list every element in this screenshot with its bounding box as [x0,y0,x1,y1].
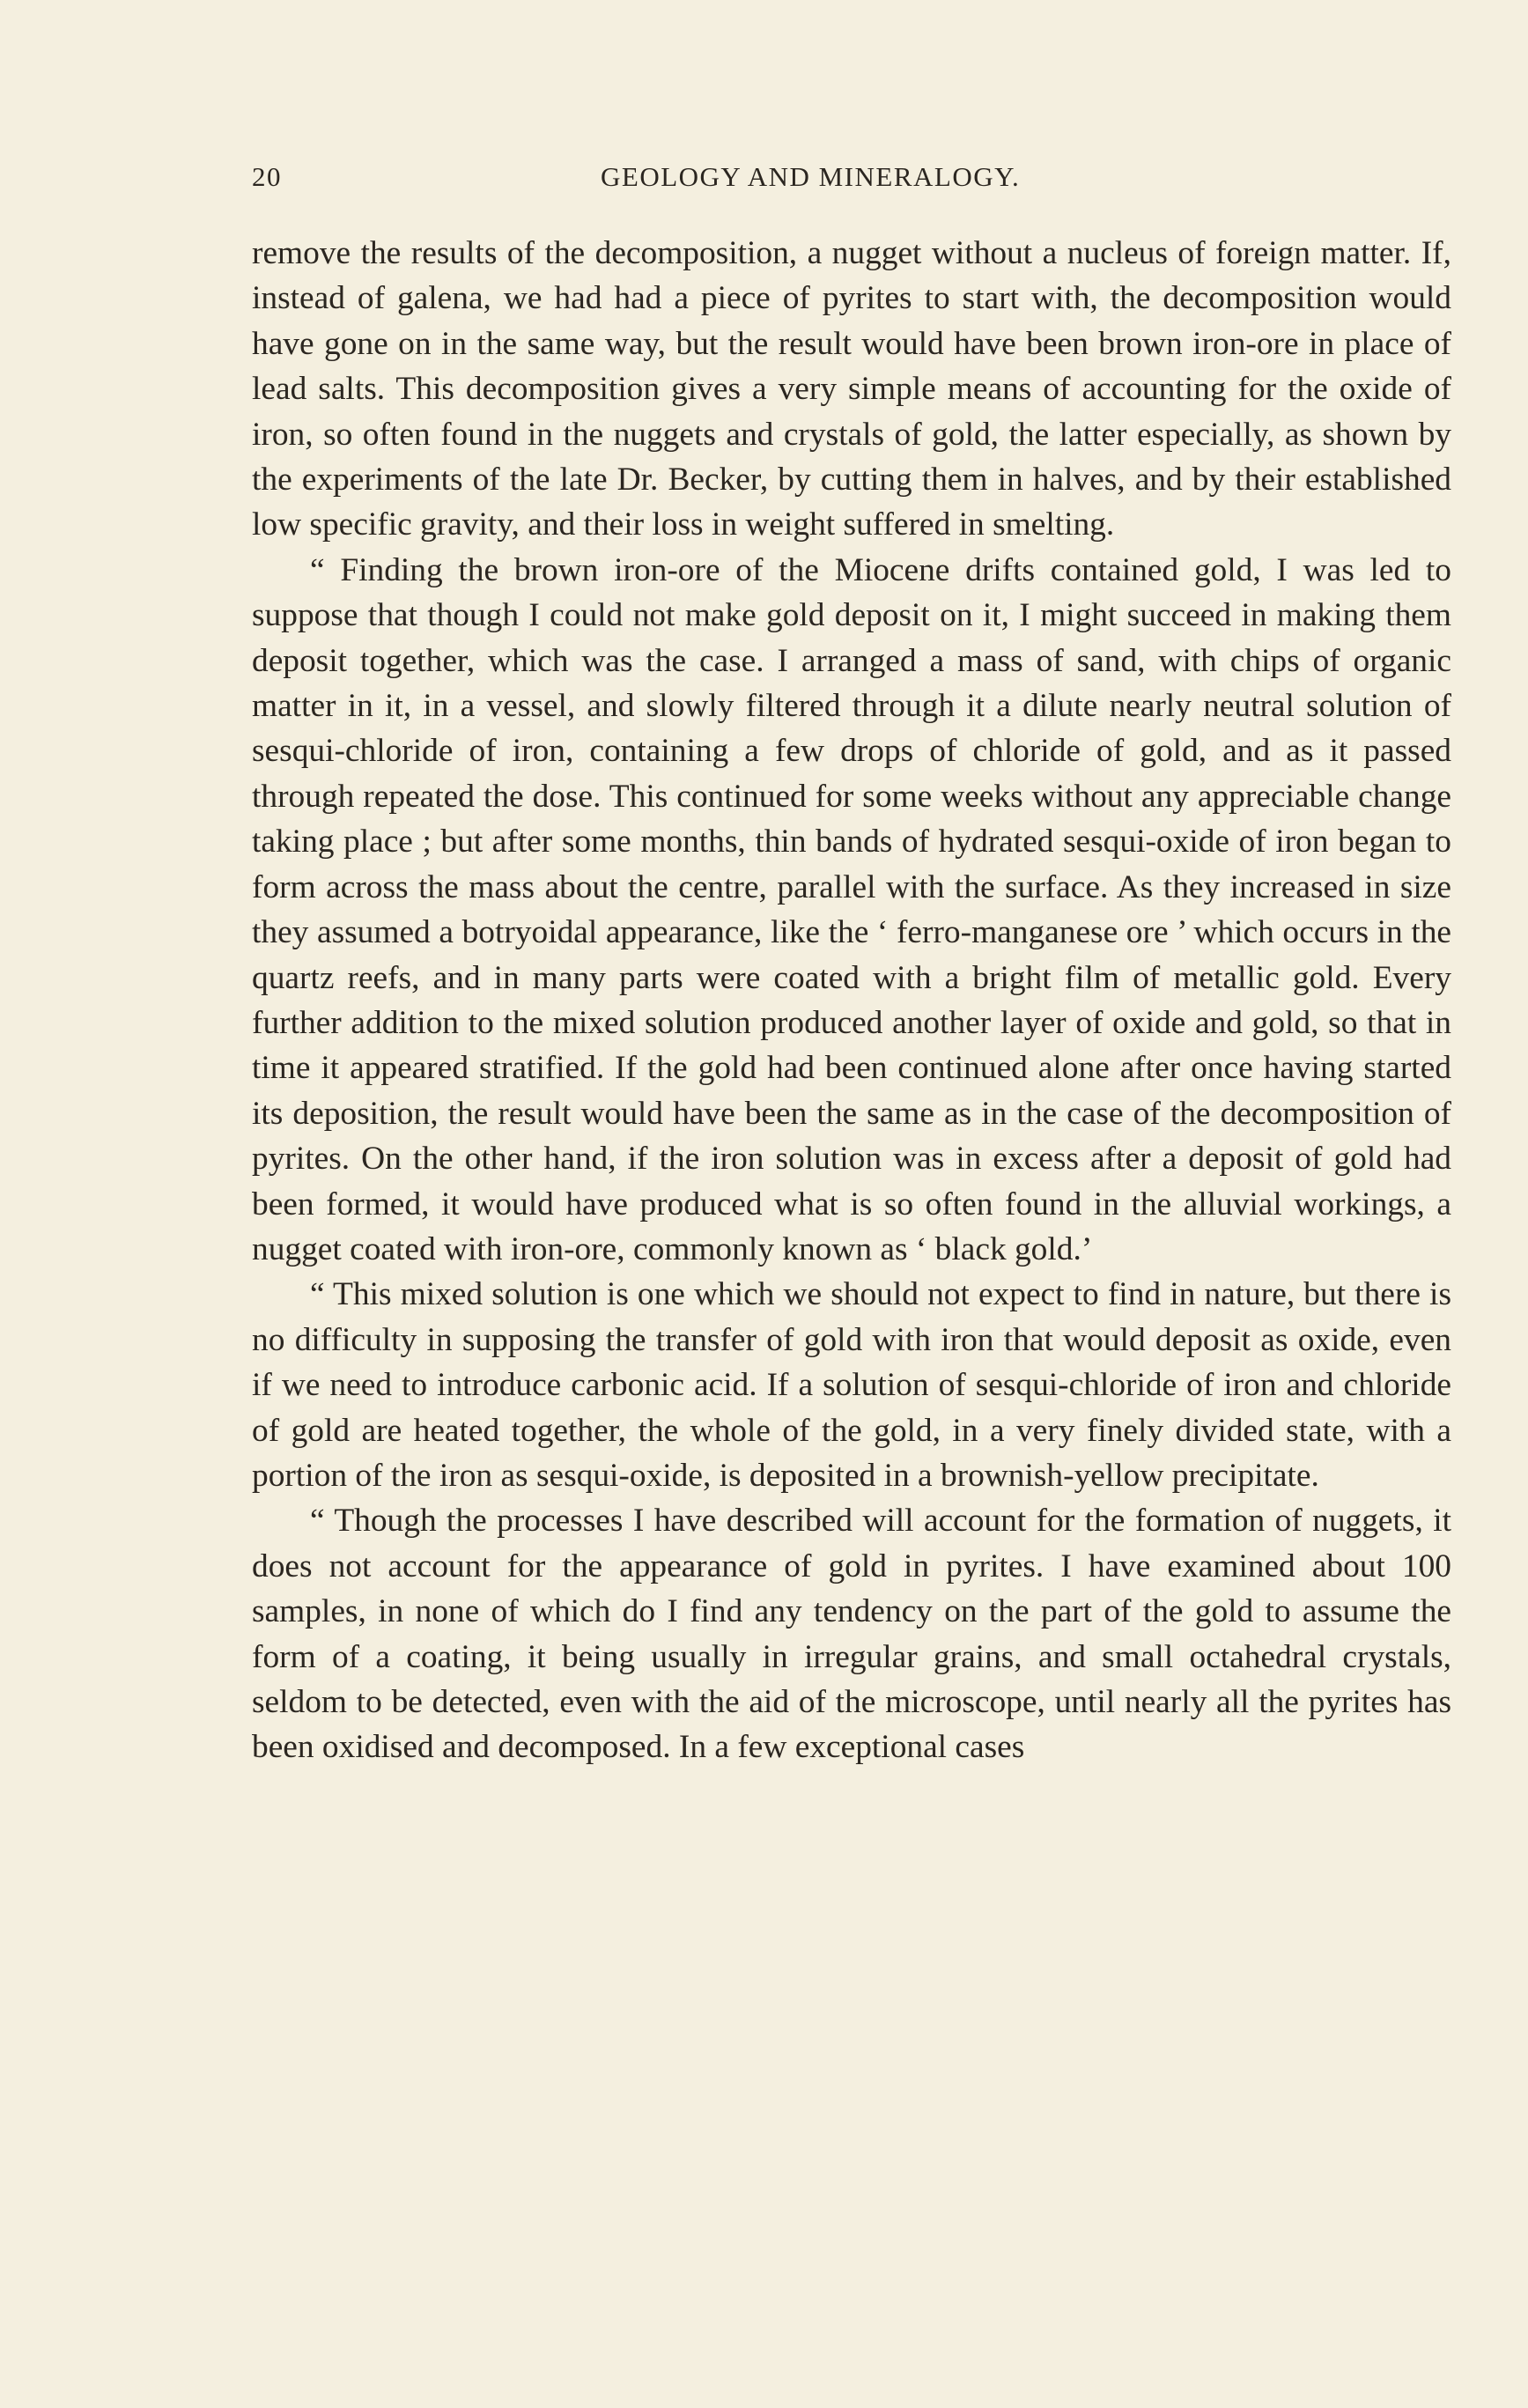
page-number: 20 [252,161,282,192]
running-title: GEOLOGY AND MINERALOGY. [601,161,1021,192]
paragraph-finding-brown-iron-ore: “ Finding the brown iron-ore of the Miocene drifts contained gold, I was led to suppose that though I could not make gold deposit on it, I might succeed in making them deposit together, which was the case. I arranged a mass of sand, with chips of organic matter in it, in a vessel, and slowly filtered through it a dilute nearly neutral solution of sesqui-chloride of iron, containing a few drops of chloride of gold, and as it passed through repeated the dose. This continued for some weeks without any appreciable change taking place ; but after some months, thin bands of hydrated sesqui-oxide of iron began to form across the mass about the centre, parallel with the surface. As they increased in size they assumed a botryoidal appearance, like the ‘ ferro-manganese ore ’ which occurs in the quartz reefs, and in many parts were coated with a bright film of metallic gold. Every further addition to the mixed solution produced another layer of oxide and gold, so that in time it appeared stratified. If the gold had been continued alone after once having started its deposition, the result would have been the same as in the case of the decomposition of pyrites. On the other hand, if the iron solution was in excess after a deposit of gold had been formed, it would have produced what is so often found in the alluvial workings, a nugget coated with iron-ore, commonly known as ‘ black gold.’ [252,551,1451,1267]
paragraph-continuation: remove the results of the decomposition, a nugget without a nucleus of foreign matter. If, instead of galena, we had had a piece of pyrites to start with, the decomposition would have gone on in the same way, but the result would have been brown iron-ore in place of lead salts. This decomposition gives a very simple means of accounting for the oxide of iron, so often found in the nuggets and crystals of gold, the latter especially, as shown by the experiments of the late Dr. Becker, by cutting them in halves, and by their established low specific gravity, and their loss in weight suffered in smelting. [252,235,1451,543]
paragraph-mixed-solution: “ This mixed solution is one which we should not expect to find in nature, but there is no difficulty in supposing the transfer of gold with iron that would deposit as oxide, even if we need to introduce carbonic acid. If a solution of sesqui-chloride of iron and chloride of gold are heated together, the whole of the gold, in a very finely divided state, with a portion of the iron as sesqui-oxide, is deposited in a brownish-yellow precipitate. [252,1276,1451,1494]
body-text [252,231,1451,1770]
running-header [252,161,1451,205]
paragraph-processes-described: “ Though the processes I have described will account for the formation of nuggets, it does not account for the appearance of gold in pyrites. I have examined about 100 samples, in none of which do I find any tendency on the part of the gold to assume the form of a coating, it being usually in irregular grains, and small octahedral crystals, seldom to be detected, even with the aid of the microscope, until nearly all the pyrites has been oxidised and decomposed. In a few exceptional cases [252,1503,1451,1766]
